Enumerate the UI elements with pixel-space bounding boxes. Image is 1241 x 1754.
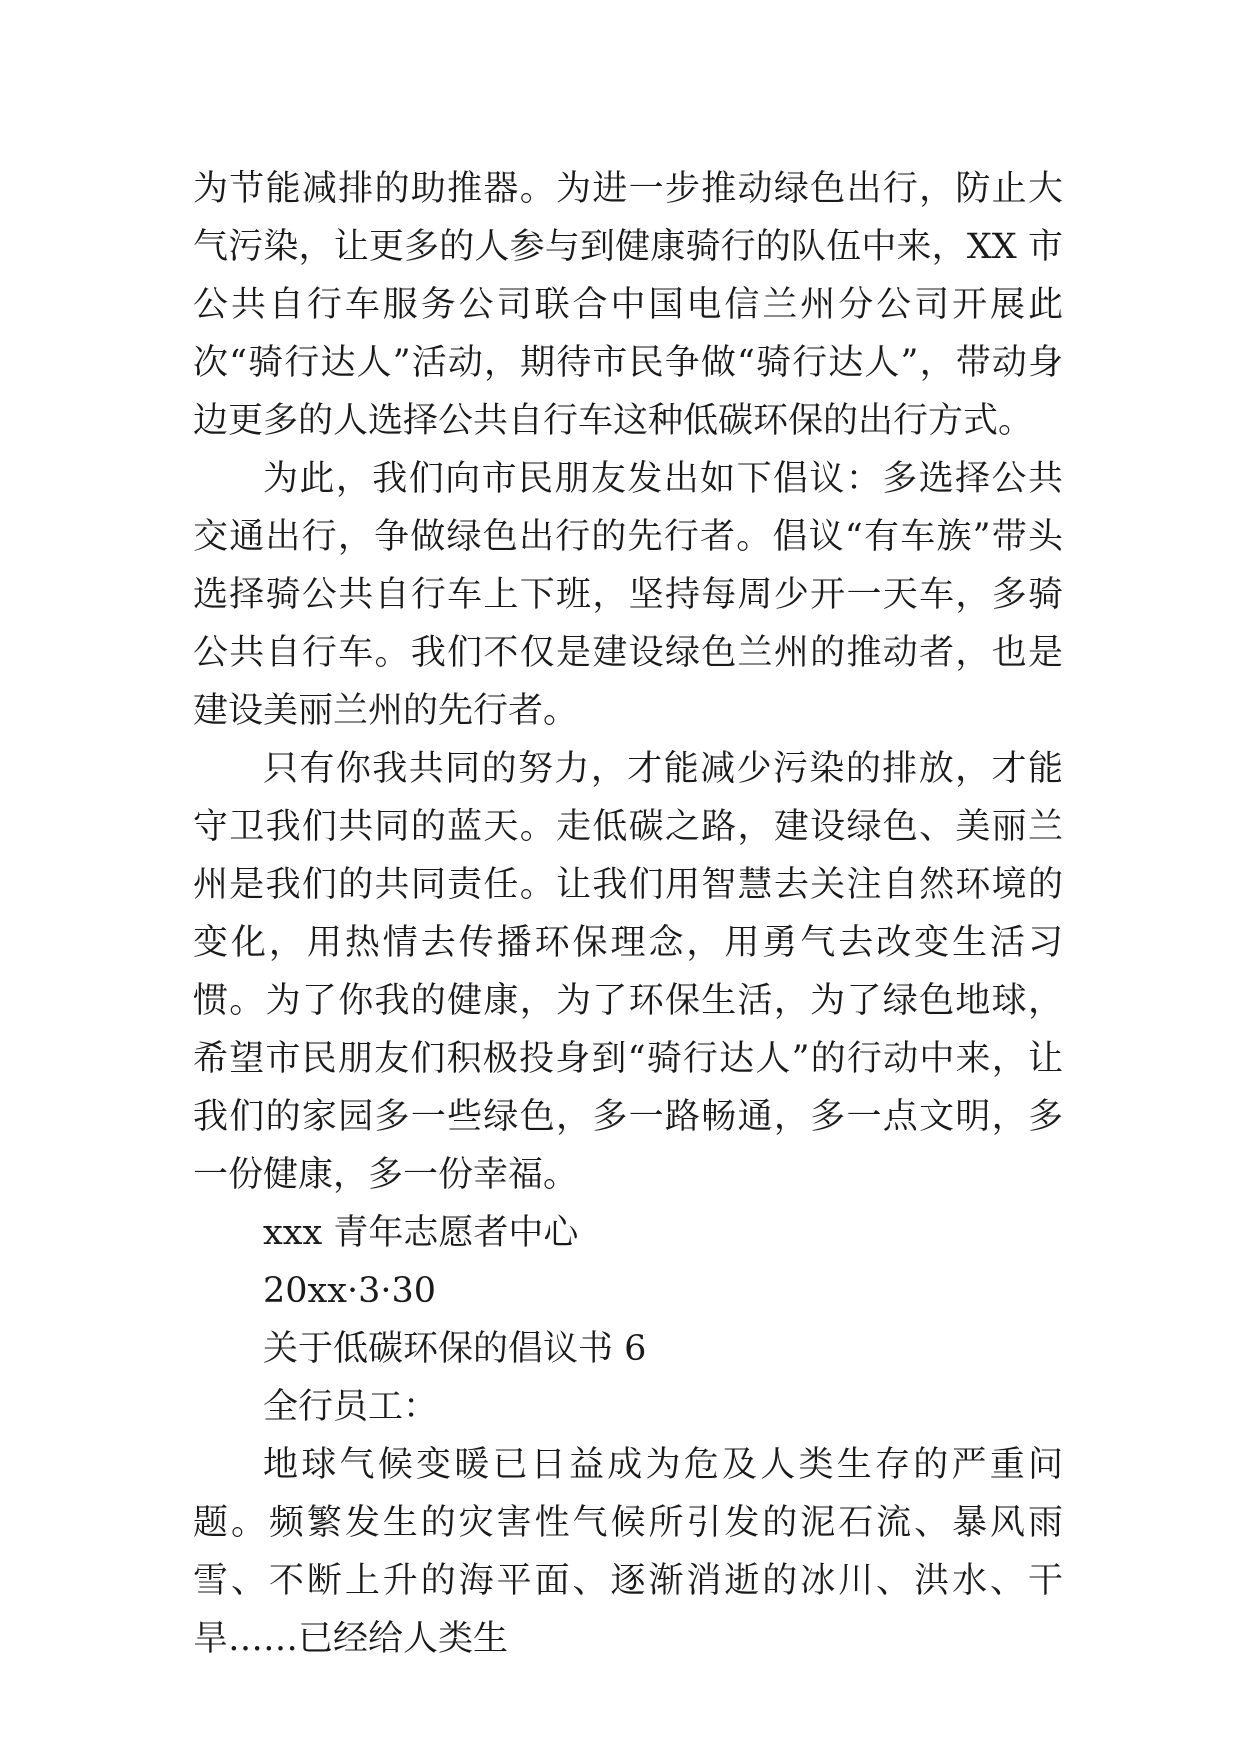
date: 20xx·3·30: [263, 1271, 437, 1311]
document-body: [193, 160, 1063, 1668]
body-paragraph-3: 只有你我共同的努力，才能减少污染的排放，才能守卫我们共同的蓝天。走低碳之路，建设绿色、美丽兰州是我们的共同责任。让我们用智慧去关注自然环境的变化，用热情去传播环保理念，用勇气去改变生活习惯。为了你我的健康，为了环保生活，为了绿色地球，希望市民朋友们积极投身到“骑行达人”的行动中来，让我们的家园多一些绿色，多一路畅通，多一点文明，多一份健康，多一份幸福。: [193, 749, 1063, 1195]
section-title: 关于低碳环保的倡议书 6: [263, 1329, 647, 1369]
body-paragraph-4: 地球气候变暖已日益成为危及人类生存的严重问题。频繁发生的灾害性气候所引发的泥石流、暴风雨雪、不断上升的海平面、逐渐消逝的冰川、洪水、干旱……已经给人类生: [193, 1445, 1063, 1659]
body-paragraph-1: 为节能减排的助推器。为进一步推动绿色出行，防止大气污染，让更多的人参与到健康骑行的队伍中来，XX 市公共自行车服务公司联合中国电信兰州分公司开展此次“骑行达人”活动，期待市民争做“骑行达人”，带动身边更多的人选择公共自行车这种低碳环保的出行方式。: [193, 169, 1063, 441]
signature: xxx 青年志愿者中心: [263, 1213, 579, 1253]
body-paragraph-2: 为此，我们向市民朋友发出如下倡议：多选择公共交通出行，争做绿色出行的先行者。倡议“有车族”带头选择骑公共自行车上下班，坚持每周少开一天车，多骑公共自行车。我们不仅是建设绿色兰州的推动者，也是建设美丽兰州的先行者。: [193, 459, 1063, 731]
salutation: 全行员工：: [263, 1387, 439, 1427]
